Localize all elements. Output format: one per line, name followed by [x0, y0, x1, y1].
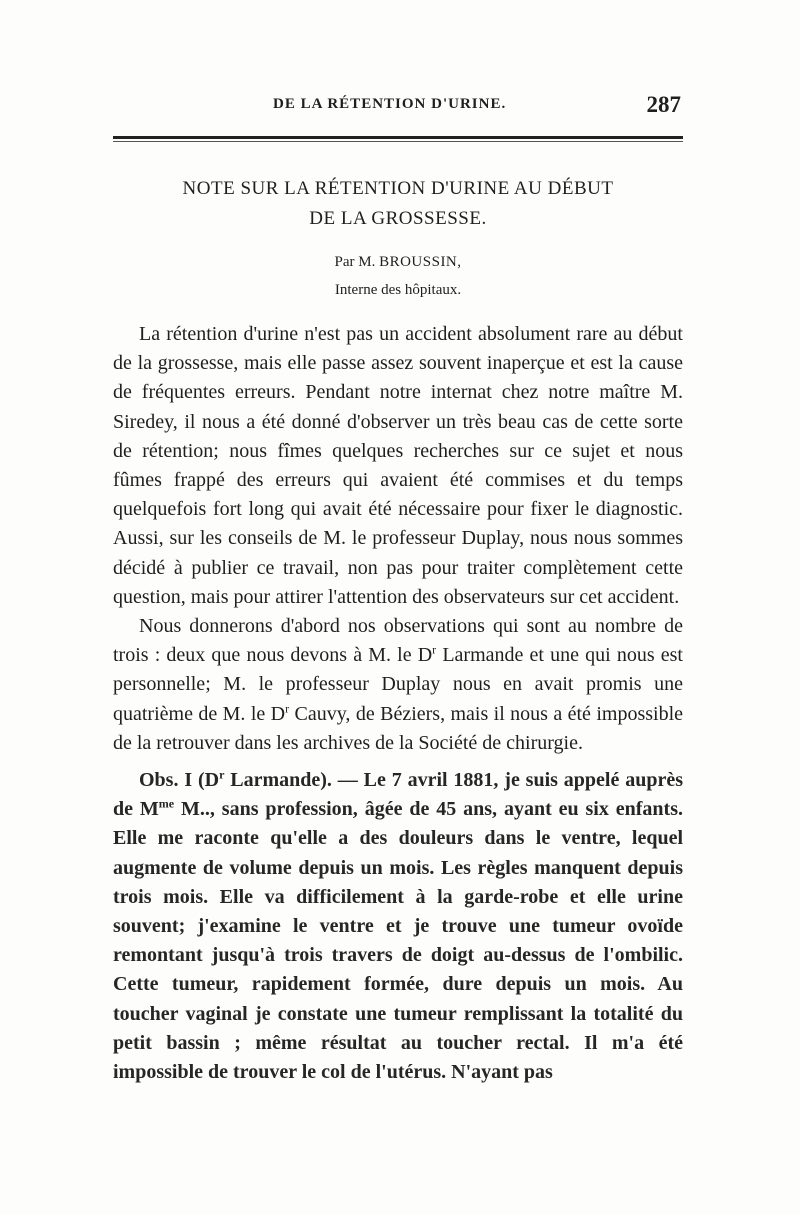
body-text — [113, 320, 683, 1087]
title-line-2: DE LA GROSSESSE. — [309, 208, 487, 229]
page-number: 287 — [646, 92, 681, 117]
running-title: DE LA RÉTENTION D'URINE. — [273, 96, 507, 112]
observation-1: Obs. I ($D^r$ Larmande). — Le 7 avril 1881, je suis appelé auprès de $M^{me}$ M.., sans profession, âgée de 45 ans, ayant eu six enfants. Elle me raconte qu'elle a des douleurs dans le ventre, lequel augmente de volume depuis un mois. Les règles manquent depuis trois mois. Elle va difficilement à la garde-robe et elle urine souvent; j'examine le ventre et je trouve une tumeur ovoïde remontant jusqu'à trois travers de doigt au-dessus de l'ombilic. Cette tumeur, rapidement formée, dure depuis un mois. Au toucher vaginal je constate une tumeur remplissant la totalité du petit bassin ; même résultat au toucher rectal. Il m'a été impossible de trouver le col de l'utérus. N'ayant pas — [113, 767, 683, 1084]
book-page — [113, 92, 683, 1087]
paragraph-2: Nous donnerons d'abord nos observations qui sont au nombre de trois : deux que nous devons à M. le $D^r$ Larmande et une qui nous est personnelle; M. le professeur Duplay nous en avait promis une quatrième de M. le $D^r$ Cauvy, de Béziers, mais il nous a été impossible de la retrouver dans les archives de la Société de chirurgie. — [113, 615, 684, 754]
running-head — [113, 92, 683, 122]
byline — [113, 248, 683, 304]
header-rule — [113, 136, 683, 142]
paragraph-1: La rétention d'urine n'est pas un accident absolument rare au début de la grossesse, mais elle passe assez souvent inaperçue et est la cause de fréquentes erreurs. Pendant notre internat chez notre maître M. Siredey, il nous a été donné d'observer un très beau cas de cette sorte de rétention; nous fîmes quelques recherches sur ce sujet et nous fûmes frappé des erreurs qui avaient été commises et du temps quelquefois fort long qui avait été nécessaire pour fixer le diagnostic. Aussi, sur les conseils de M. le professeur Duplay, nous nous sommes décidé à publier ce travail, non pas pour traiter complètement cette question, mais pour attirer l'attention des observateurs sur cet accident. — [113, 323, 683, 608]
author-title: Interne des hôpitaux. — [334, 282, 462, 298]
article-title — [113, 174, 683, 234]
title-line-1: NOTE SUR LA RÉTENTION D'URINE AU DÉBUT — [182, 178, 614, 199]
byline-prefix: Par M. — [334, 254, 376, 270]
author-name: BROUSSIN, — [379, 254, 462, 270]
